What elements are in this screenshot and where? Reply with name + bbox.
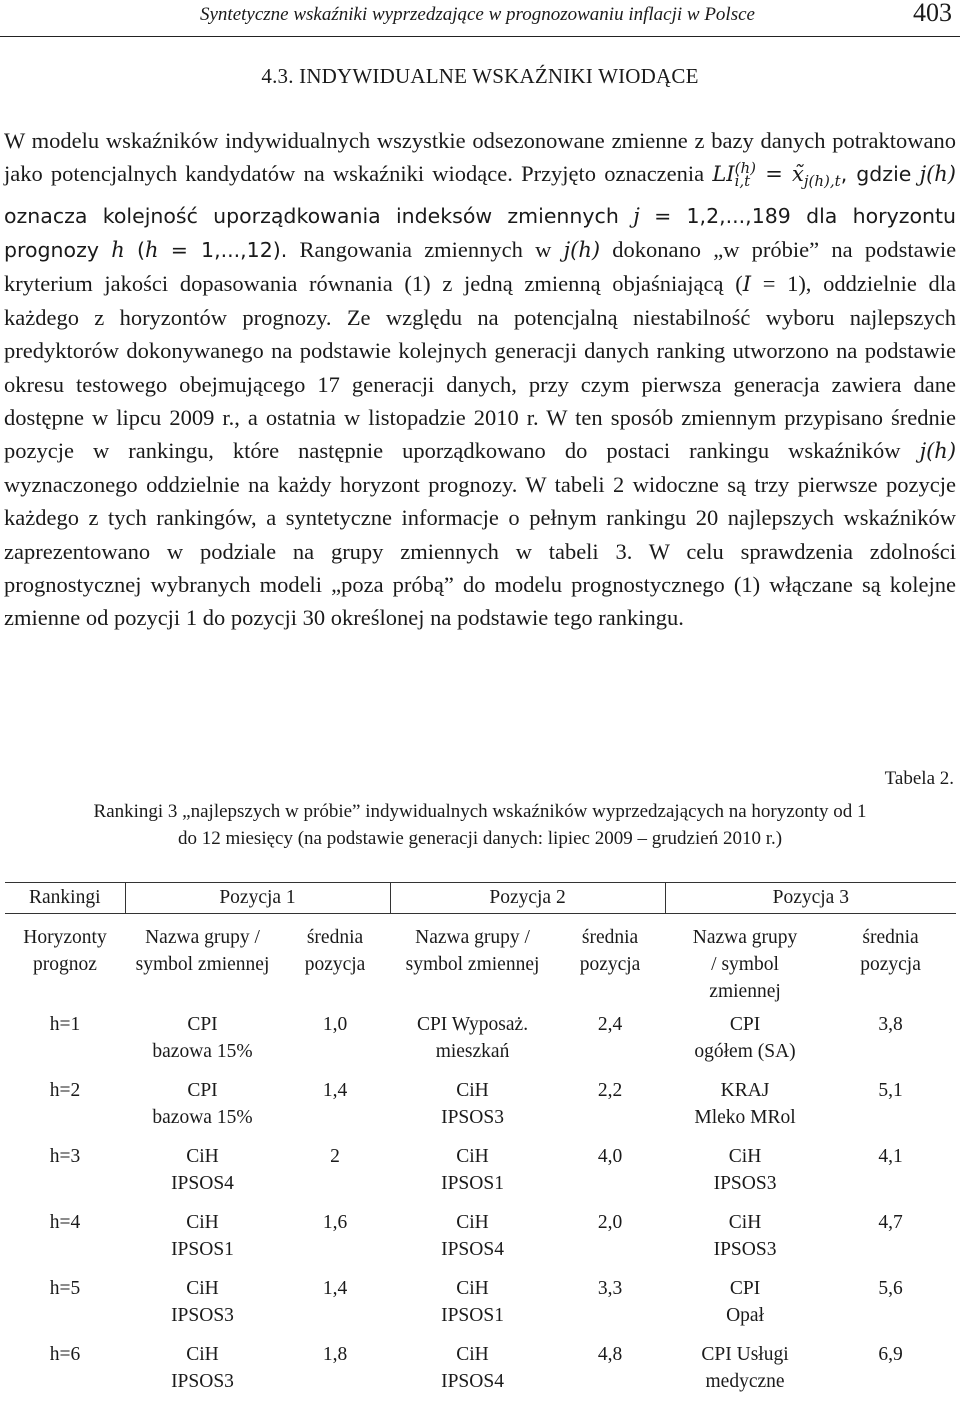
table-cell-line: 6,9 [878, 1344, 903, 1365]
table-cell [825, 1074, 956, 1140]
table-column-header [555, 914, 665, 1009]
table-cell-line: 4,1 [878, 1146, 903, 1167]
formula-h: h [111, 237, 125, 262]
sentence-3a: Rangowania zmiennych w [299, 236, 552, 262]
table-cell-line: 1,4 [322, 1080, 348, 1101]
table-cell-line: Opał [726, 1305, 764, 1326]
table-cell-line: h=3 [49, 1146, 81, 1167]
table-cell-line: CiH [186, 1146, 219, 1167]
rankings-table [5, 882, 956, 1404]
table-cell [825, 1140, 956, 1206]
table-cell-line: 3,3 [597, 1278, 623, 1299]
formula-li-subscript: i,t [734, 172, 751, 191]
table-column-header [5, 914, 125, 1009]
table-cell-line: 2,0 [597, 1212, 623, 1233]
sentence-2c: oznacza kolejność uporządkowania indeksów zmiennych [4, 203, 619, 228]
table-cell [665, 1140, 825, 1206]
table-row [5, 1140, 956, 1206]
formula-x-subscript: j(h),t [803, 172, 841, 191]
table-cell-line: h=1 [49, 1014, 81, 1035]
table-cell-line: 4,7 [878, 1212, 903, 1233]
sentence-4: Ze względu na potencjalną niestabilność wyboru najlepszych predyktorów dokonywanego na podstawie kolejnych generacji danych ranking utworzono na podstawie okresu testowego obejmującego 17 generacji danych, przy czym pierwsza generacja zawiera dane dostępne w lipcu 2009 r., a ostatnia w listopadzie 2010 r. [4, 305, 956, 430]
table-cell-line: IPSOS3 [171, 1371, 234, 1392]
table-column-header-line: Horyzonty [23, 927, 107, 948]
table-column-header [390, 914, 555, 1009]
table-cell-line: CiH [186, 1344, 219, 1365]
page-number: 403 [913, 0, 952, 27]
table-column-header-line: Nazwa grupy / [415, 927, 530, 948]
table-cell-line: 1,0 [322, 1014, 348, 1035]
sentence-2b: , gdzie [840, 162, 912, 187]
formula-j: j [633, 203, 640, 228]
table-cell [555, 1272, 665, 1338]
sentence-7: W celu sprawdzenia zdolności prognostycznej wybranych modeli „poza próbą” do modelu prognostycznego (1) włączane są kolejne zmienne od pozycji 1 do pozycji 30 określonej na podstawie tego rankingu. [4, 538, 957, 631]
formula-leading-indicator [712, 159, 841, 191]
table-cell [125, 1074, 280, 1140]
table-column-header-line: prognoz [33, 954, 97, 975]
table-cell [280, 1272, 390, 1338]
sentence-2e: ( [136, 237, 145, 262]
table-cell [5, 1338, 125, 1404]
table-column-header-row [5, 914, 956, 1009]
table-cell-line: IPSOS4 [441, 1239, 504, 1260]
table-cell-line: CPI [729, 1014, 761, 1035]
sentence-3c: = 1), oddzielnie dla każdego z horyzontów prognozy. [4, 271, 957, 331]
table-group-header: Pozycja 2 [390, 883, 665, 914]
formula-i: I [742, 272, 751, 296]
table-cell-line: CiH [728, 1212, 762, 1233]
formula-li: LI [712, 162, 735, 187]
table-cell-line: CiH [456, 1344, 489, 1365]
table-column-header [665, 914, 825, 1009]
table-cell [665, 1008, 825, 1074]
table-column-header [280, 914, 390, 1009]
table-cell [5, 1140, 125, 1206]
sentence-5a: W ten sposób zmiennym przypisano średnie pozycje w rankingu, które następnie uporządkowano do postaci rankingu wskaźników [4, 404, 956, 464]
table-cell-line: IPSOS3 [713, 1239, 777, 1260]
table-cell [125, 1008, 280, 1074]
table-cell [125, 1338, 280, 1404]
table-cell [280, 1008, 390, 1074]
table-cell-line: CiH [728, 1146, 762, 1167]
table-cell-line: KRAJ [720, 1080, 770, 1101]
table-cell [825, 1338, 956, 1404]
table-cell [390, 1338, 555, 1404]
table-cell [555, 1338, 665, 1404]
sentence-5b: wyznaczonego oddzielnie na każdy horyzont prognozy. [4, 472, 518, 498]
table-cell [390, 1074, 555, 1140]
table-cell-line: bazowa 15% [152, 1041, 253, 1062]
table-cell-line: CiH [186, 1212, 219, 1233]
table-cell [665, 1074, 825, 1140]
table-cell-line: CPI [187, 1014, 218, 1035]
paragraph [4, 124, 956, 634]
table-column-header [125, 914, 280, 1009]
table-row [5, 1074, 956, 1140]
table-column-header-line: zmiennej [709, 981, 781, 1002]
sentence-3b: dokonano „w próbie” na podstawie kryterium jakości dopasowania równania (1) z jedną zmienną objaśniającą ( [4, 236, 957, 296]
table-row [5, 1206, 956, 1272]
table-cell [555, 1074, 665, 1140]
body-paragraph [4, 124, 956, 634]
table-cell [125, 1206, 280, 1272]
header-rule [0, 36, 960, 37]
table-cell [5, 1074, 125, 1140]
table-group-header-row [5, 883, 956, 914]
formula-li-superscript: (h) [734, 159, 756, 178]
table-cell [280, 1206, 390, 1272]
table-cell-line: CPI Usługi [701, 1344, 789, 1365]
table-cell-line: h=6 [49, 1344, 81, 1365]
table-cell [825, 1206, 956, 1272]
table-cell-line: h=5 [49, 1278, 81, 1299]
table-column-header-line: pozycja [579, 954, 641, 975]
table-cell-line: bazowa 15% [152, 1107, 253, 1128]
table-cell-line: mieszkań [435, 1041, 510, 1062]
table-caption [0, 798, 960, 852]
table-cell-line: 3,8 [878, 1014, 903, 1035]
table-cell-line: IPSOS1 [171, 1239, 234, 1260]
table-cell [665, 1338, 825, 1404]
table-cell-line: 1,8 [322, 1344, 348, 1365]
table-row [5, 1272, 956, 1338]
table-group-header: Pozycja 1 [125, 883, 390, 914]
table-cell-line: h=4 [49, 1212, 81, 1233]
table-column-header-line: średnia [862, 927, 919, 948]
table-group-header: Pozycja 3 [665, 883, 956, 914]
table-cell-line: CPI [729, 1278, 761, 1299]
table-cell-line: IPSOS1 [441, 1173, 504, 1194]
table-row [5, 1008, 956, 1074]
table-cell-line: CiH [186, 1278, 219, 1299]
table-cell [125, 1140, 280, 1206]
table-cell-line: CPI Wyposaż. [416, 1014, 529, 1035]
table-column-header [825, 914, 956, 1009]
table-cell [555, 1206, 665, 1272]
table-column-header-line: średnia [306, 927, 364, 948]
table-cell [5, 1206, 125, 1272]
table-cell-line: h=2 [49, 1080, 81, 1101]
table-cell-line: IPSOS4 [171, 1173, 234, 1194]
table-cell-line: medyczne [705, 1371, 785, 1392]
table-cell [390, 1272, 555, 1338]
formula-jh-2: j(h) [563, 237, 601, 262]
table-cell-line: 2 [330, 1146, 340, 1167]
table-cell [555, 1140, 665, 1206]
formula-jh: j(h) [919, 162, 956, 187]
formula-equals-x: = x̃ [765, 162, 804, 187]
table-column-header-line: symbol zmiennej [135, 954, 270, 975]
table-cell-line: CiH [456, 1146, 489, 1167]
table-cell-line: 2,2 [597, 1080, 623, 1101]
table-column-header-line: symbol zmiennej [405, 954, 540, 975]
sentence-2a: Przyjęto oznaczenia [521, 161, 705, 187]
table-caption-line-2: do 12 miesięcy (na podstawie generacji danych: lipiec 2009 – grudzień 2010 r.) [177, 828, 783, 849]
table-cell [5, 1008, 125, 1074]
table-cell [665, 1206, 825, 1272]
running-header [0, 0, 960, 40]
table-column-header-line: średnia [581, 927, 639, 948]
sentence-2f: = 1,...,12). [170, 237, 288, 262]
table-cell-line: 4,0 [597, 1146, 623, 1167]
table-cell-line: IPSOS3 [713, 1173, 777, 1194]
table-cell [280, 1338, 390, 1404]
table-cell-line: CiH [456, 1080, 489, 1101]
table-label: Tabela 2. [884, 768, 954, 789]
table-cell [125, 1272, 280, 1338]
table-caption-line-1: Rankingi 3 „najlepszych w próbie” indywidualnych wskaźników wyprzedzających na horyzonty od 1 [93, 801, 867, 822]
table-cell-line: 5,1 [878, 1080, 903, 1101]
table-cell [825, 1008, 956, 1074]
table-cell-line: Mleko MRol [694, 1107, 796, 1128]
table-cell [390, 1206, 555, 1272]
sentence-6: W tabeli 2 widoczne są trzy pierwsze pozycje każdego z tych rankingów, a syntetyczne informacje o pełnym rankingu 20 najlepszych wskaźników zaprezentowano w podziale na grupy zmiennych w tabeli 3. [4, 472, 956, 564]
table-cell [5, 1272, 125, 1338]
table-column-header-line: pozycja [304, 954, 366, 975]
table-row [5, 1338, 956, 1404]
formula-h-2: h [144, 237, 159, 262]
table-cell [390, 1008, 555, 1074]
table-body [5, 1008, 956, 1404]
table-cell [825, 1272, 956, 1338]
running-title: Syntetyczne wskaźniki wyprzedzające w prognozowaniu inflacji w Polsce [200, 4, 755, 25]
table-column-header-line: / symbol [711, 954, 779, 975]
table-cell-line: CPI [187, 1080, 218, 1101]
table-cell-line: IPSOS3 [441, 1107, 504, 1128]
table-cell-line: ogółem (SA) [694, 1041, 796, 1062]
table-column-header-line: Nazwa grupy / [145, 927, 260, 948]
table-cell-line: 4,8 [597, 1344, 623, 1365]
sentence-2d: = 1,2,...,189 dla horyzontu prognozy [4, 203, 957, 262]
table-cell [555, 1008, 665, 1074]
table-cell-line: 2,4 [597, 1014, 623, 1035]
formula-jh-3: j(h) [919, 439, 957, 464]
table-cell-line: IPSOS4 [441, 1371, 504, 1392]
section-heading: 4.3. INDYWIDUALNE WSKAŹNIKI WIODĄCE [261, 64, 699, 88]
table-column-header-line: pozycja [860, 954, 921, 975]
table-cell [665, 1272, 825, 1338]
table-cell-line: CiH [456, 1278, 489, 1299]
table-cell-line: CiH [456, 1212, 489, 1233]
table-group-header: Rankingi [5, 883, 125, 914]
sentence-1: W modelu wskaźników indywidualnych wszystkie odsezonowane zmienne z bazy danych potraktowano jako potencjalnych kandydatów na wskaźniki wiodące. [4, 128, 956, 187]
table-cell-line: 5,6 [878, 1278, 903, 1299]
table-column-header-line: Nazwa grupy [692, 927, 798, 948]
table-cell-line: 1,6 [322, 1212, 348, 1233]
table-cell [390, 1140, 555, 1206]
table-cell [280, 1140, 390, 1206]
table-cell-line: IPSOS1 [441, 1305, 504, 1326]
table-cell-line: 1,4 [322, 1278, 348, 1299]
table-cell-line: IPSOS3 [171, 1305, 234, 1326]
table-cell [280, 1074, 390, 1140]
